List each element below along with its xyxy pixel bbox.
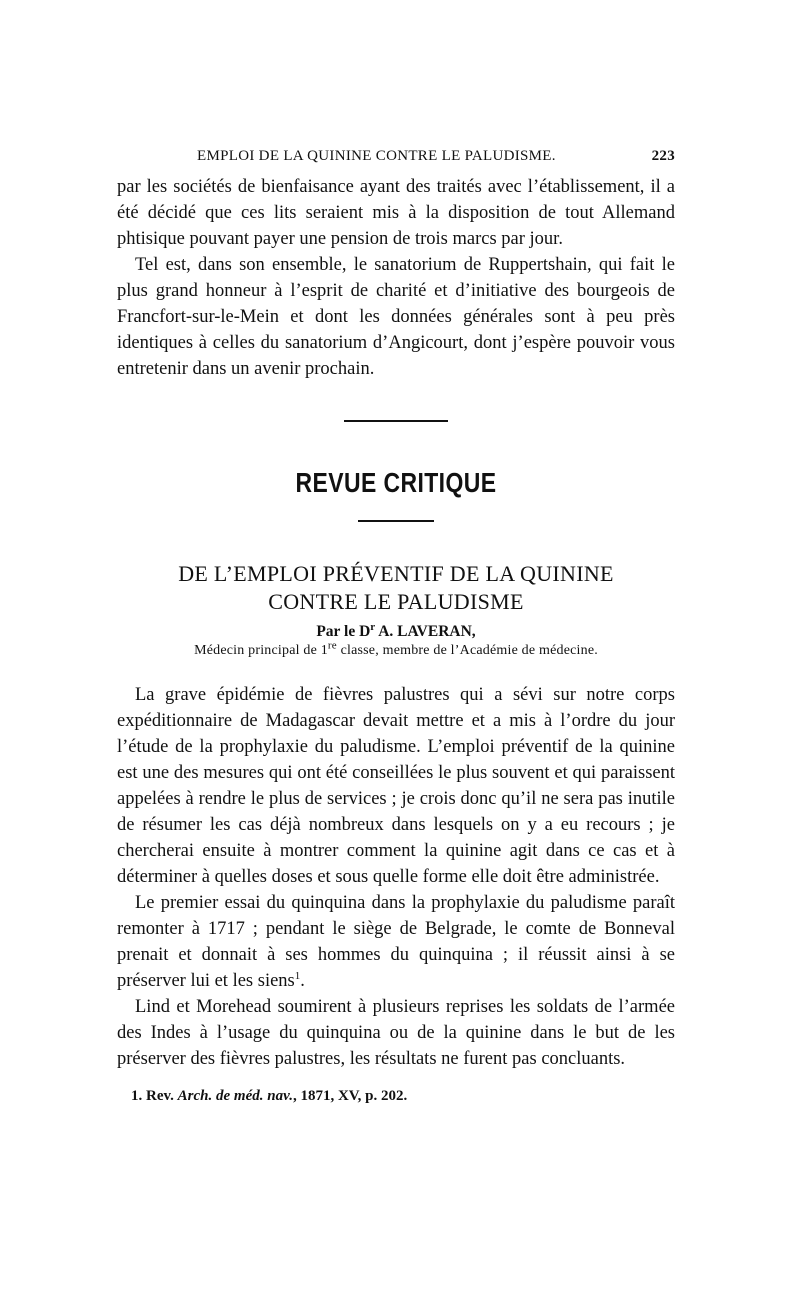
article-paragraph-1: La grave épidémie de fièvres palustres qui a sévi sur notre corps expéditionnaire de Madagascar devait mettre et a mis à l’ordre du jour l’étude de la prophylaxie du paludisme. L’emploi préventif de la quinine est une des mesures qui ont été conseillées le plus souvent et qui paraissent appelées à rendre le plus de services ; je crois donc qu’il ne sera pas inutile de résumer les cas déjà nombreux dans lesquels on y a eu recours ; je chercherai ensuite à montrer comment la quinine agit dans ce cas et à déterminer à quelles doses et sous quelle forme elle doit être administrée. [117,685,675,887]
author-name: A. LAVERAN, [375,623,476,640]
continuation-paragraph-1: par les sociétés de bienfaisance ayant des traités avec l’établissement, il a été décidé que ces lits seraient mis à la disposition de tout Allemand phtisique pouvant payer une pension de trois marcs par jour. [117,177,675,249]
article-title-line-2: CONTRE LE PALUDISME [268,589,524,614]
byline-sup: r [370,620,376,633]
footnote-journal: Arch. de méd. nav. [177,1088,293,1104]
byline-prefix: Par le D [316,623,371,640]
article-title-line-1: DE L’EMPLOI PRÉVENTIF DE LA QUININE [178,561,614,586]
article-paragraph-2-end: . [300,971,305,991]
article-paragraph-3: Lind et Morehead soumirent à plusieurs reprises les soldats de l’armée des Indes à l’usage du quinquina ou de la quinine dans le but de les préserver des fièvres palustres, les résultats ne furent pas concluants. [117,997,675,1069]
section-title: REVUE CRITIQUE [295,467,497,498]
article-paragraph-2 [117,890,675,994]
running-head [117,148,675,174]
section-rule [358,520,434,522]
byline [117,622,675,642]
page [117,148,675,1105]
article-paragraph-2-text: Le premier essai du quinquina dans la prophylaxie du paludisme paraît remonter à 1717 ; pendant le siège de Belgrade, le comte de Bonneval prenait et donnait à ses hommes du quinquina ; il réussit ainsi à se préserver lui et les siens [117,893,675,991]
footnote-details: , 1871, XV, p. 202. [292,1088,408,1104]
article-title [117,560,675,616]
article-body [117,682,675,1072]
affiliation-text: Médecin principal de 1 [194,643,328,658]
footnote-ref: 1 [294,969,301,982]
page-number: 223 [651,148,675,164]
continuation-paragraph-2: Tel est, dans son ensemble, le sanatorium de Ruppertshain, qui fait le plus grand honneur à l’esprit de charité et d’initiative des bourgeois de Francfort-sur-le-Mein et dont les données générales sont à peu près identiques à celles du sanatorium d’Angicourt, dont j’espère pouvoir vous entretenir dans un avenir prochain. [117,255,675,379]
footnote [117,1088,675,1105]
affiliation-sup: re [327,639,337,652]
affiliation-text-end: classe, membre de l’Académie de médecine. [336,643,598,658]
footnote-abbr: Rev. [146,1088,174,1104]
footnote-number: 1. [131,1088,143,1104]
running-head-title: EMPLOI DE LA QUININE CONTRE LE PALUDISME. [197,148,556,164]
separator-rule [344,420,448,422]
author-affiliation [117,639,675,660]
